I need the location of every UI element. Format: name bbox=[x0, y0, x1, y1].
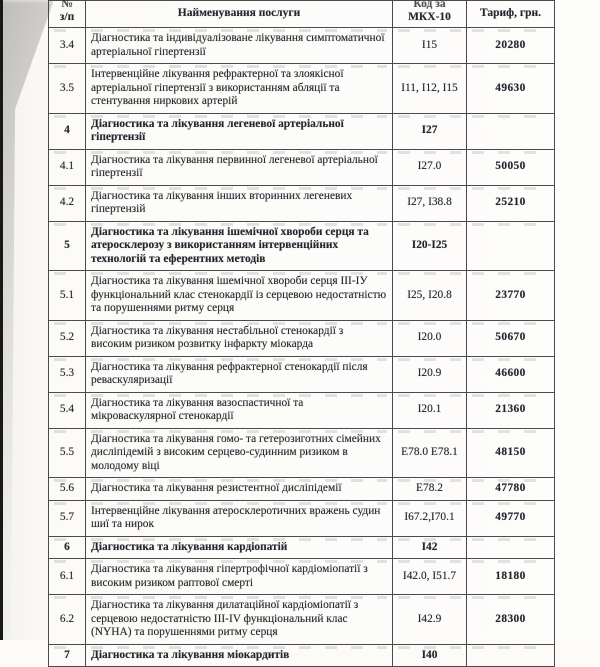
cell-num: 5.5 bbox=[49, 428, 86, 478]
cell-service: Діагностика та лікування міокардитів bbox=[86, 644, 393, 667]
cell-service: Діагностика та лікування рефрактерної стенокардії після реваскуляризації bbox=[86, 356, 393, 392]
cell-service: Діагностика та індивідуалізоване лікування симптоматичної артеріальної гіпертензії bbox=[86, 28, 393, 64]
cell-tariff: 28300 bbox=[467, 595, 555, 645]
scan-edge-shadow bbox=[0, 0, 54, 640]
table-row bbox=[49, 149, 555, 185]
cell-num: 5 bbox=[49, 221, 86, 271]
cell-tariff: 21360 bbox=[467, 392, 555, 428]
table-row bbox=[49, 595, 555, 645]
cell-code: I15 bbox=[393, 28, 467, 64]
header-service-column bbox=[86, 1, 393, 28]
cell-code: I11, I12, I15 bbox=[393, 64, 467, 114]
tariff-table bbox=[48, 0, 555, 667]
table-row bbox=[49, 64, 555, 114]
cell-tariff: 49770 bbox=[467, 500, 555, 536]
cell-service: Діагностика та лікування вазоспастичної та мікроваскулярної стенокардії bbox=[86, 392, 393, 428]
cell-code: I67.2,I70.1 bbox=[393, 500, 467, 536]
table-row bbox=[49, 28, 555, 64]
cell-code: E78.0 E78.1 bbox=[393, 428, 467, 478]
cell-tariff: 23770 bbox=[467, 271, 555, 321]
table-row bbox=[49, 559, 555, 595]
cell-num: 5.2 bbox=[49, 320, 86, 356]
header-service-label: Найменування послуги bbox=[177, 7, 301, 19]
header-tariff-column bbox=[467, 1, 555, 28]
cell-code: I42 bbox=[393, 536, 467, 559]
cell-service: Діагностика та лікування легеневої артеріальної гіпертензії bbox=[86, 113, 393, 149]
table-body bbox=[49, 28, 555, 667]
cell-code: I40 bbox=[393, 644, 467, 667]
cell-tariff bbox=[467, 113, 555, 149]
cell-service: Діагностика та лікування кардіопатій bbox=[86, 536, 393, 559]
table-row bbox=[49, 113, 555, 149]
cell-code: I20.1 bbox=[393, 392, 467, 428]
cell-num: 5.7 bbox=[49, 500, 86, 536]
cell-service: Діагностика та лікування гомо- та гетерозиготних сімейних дисліпідемій з високим серцево-судинним ризиком в молодому віці bbox=[86, 428, 393, 478]
cell-code: I27.0 bbox=[393, 149, 467, 185]
table-row bbox=[49, 320, 555, 356]
cell-code: I20.9 bbox=[393, 356, 467, 392]
cell-service: Діагностика та лікування гіпертрофічної кардіоміопатії з високим ризиком раптової смерті bbox=[86, 559, 393, 595]
cell-num: 6.1 bbox=[49, 559, 86, 595]
cell-tariff: 48150 bbox=[467, 428, 555, 478]
cell-service: Діагностика та лікування первинної легеневої артеріальної гіпертензії bbox=[86, 149, 393, 185]
cell-code: I42.0, I51.7 bbox=[393, 559, 467, 595]
header-num-line1: № bbox=[61, 0, 73, 10]
table-row bbox=[49, 356, 555, 392]
cell-service: Діагностика та лікування резистентної дисліпідемії bbox=[86, 478, 393, 501]
header-code-column bbox=[393, 1, 467, 28]
cell-code: I20-I25 bbox=[393, 221, 467, 271]
header-num-column bbox=[49, 1, 86, 28]
cell-num: 3.5 bbox=[49, 64, 86, 114]
cell-service: Діагностика та лікування інших вторинних легеневих гіпертензій bbox=[86, 185, 393, 221]
cell-service: Діагностика та лікування дилатаційної кардіоміопатії з серцевою недостатністю III-IV функціональний клас (NYHA) та порушеннями ритму серця bbox=[86, 595, 393, 645]
cell-service: Діагностика та лікування нестабільної стенокардії з високим ризиком розвитку інфаркту міокарда bbox=[86, 320, 393, 356]
cell-num: 5.4 bbox=[49, 392, 86, 428]
cell-num: 6 bbox=[49, 536, 86, 559]
cell-code: I27, I38.8 bbox=[393, 185, 467, 221]
cell-service: Інтервенційне лікування атеросклеротичних вражень судин шиї та нирок bbox=[86, 500, 393, 536]
cell-num: 7 bbox=[49, 644, 86, 667]
header-code-line2: МКХ-10 bbox=[408, 11, 451, 23]
table-row bbox=[49, 536, 555, 559]
cell-tariff: 25210 bbox=[467, 185, 555, 221]
cell-tariff: 46600 bbox=[467, 356, 555, 392]
table-row bbox=[49, 271, 555, 321]
cell-num: 3.4 bbox=[49, 28, 86, 64]
cell-service: Діагностика та лікування ішемічної хвороби серця та атеросклерозу з використанням інтервенційних технологій та еферентних методів bbox=[86, 221, 393, 271]
cell-code: I20.0 bbox=[393, 320, 467, 356]
cell-tariff: 50670 bbox=[467, 320, 555, 356]
table-row bbox=[49, 644, 555, 667]
cell-code: I25, I20.8 bbox=[393, 271, 467, 321]
cell-num: 4.2 bbox=[49, 185, 86, 221]
scan-edge-black-strip bbox=[0, 0, 3, 640]
cell-tariff: 49630 bbox=[467, 64, 555, 114]
cell-service: Інтервенційне лікування рефрактерної та злоякісної артеріальної гіпертензії з використанням абляції та стентування ниркових артерій bbox=[86, 64, 393, 114]
cell-num: 5.3 bbox=[49, 356, 86, 392]
cell-tariff: 47780 bbox=[467, 478, 555, 501]
cell-code: I42.9 bbox=[393, 595, 467, 645]
table-row bbox=[49, 500, 555, 536]
header-tariff-label: Тариф, грн. bbox=[480, 7, 541, 19]
cell-tariff bbox=[467, 536, 555, 559]
cell-tariff bbox=[467, 221, 555, 271]
cell-tariff: 18180 bbox=[467, 559, 555, 595]
cell-code: E78.2 bbox=[393, 478, 467, 501]
cell-num: 4 bbox=[49, 113, 86, 149]
table-row bbox=[49, 392, 555, 428]
cell-service: Діагностика та лікування ішемічної хвороби серця ІІІ-ІУ функціональний клас стенокардії із серцевою недостатністю та порушеннями ритму серця bbox=[86, 271, 393, 321]
table-row bbox=[49, 185, 555, 221]
table-row bbox=[49, 478, 555, 501]
header-row bbox=[49, 1, 555, 28]
cell-tariff bbox=[467, 644, 555, 667]
table-row bbox=[49, 221, 555, 271]
cell-num: 6.2 bbox=[49, 595, 86, 645]
cell-num: 4.1 bbox=[49, 149, 86, 185]
cell-tariff: 20280 bbox=[467, 28, 555, 64]
cell-num: 5.1 bbox=[49, 271, 86, 321]
header-num-line2: з/п bbox=[59, 11, 75, 23]
cell-tariff: 50050 bbox=[467, 149, 555, 185]
cell-num: 5.6 bbox=[49, 478, 86, 501]
cell-code: I27 bbox=[393, 113, 467, 149]
header-code-line1: Код за bbox=[413, 0, 446, 10]
table-row bbox=[49, 428, 555, 478]
